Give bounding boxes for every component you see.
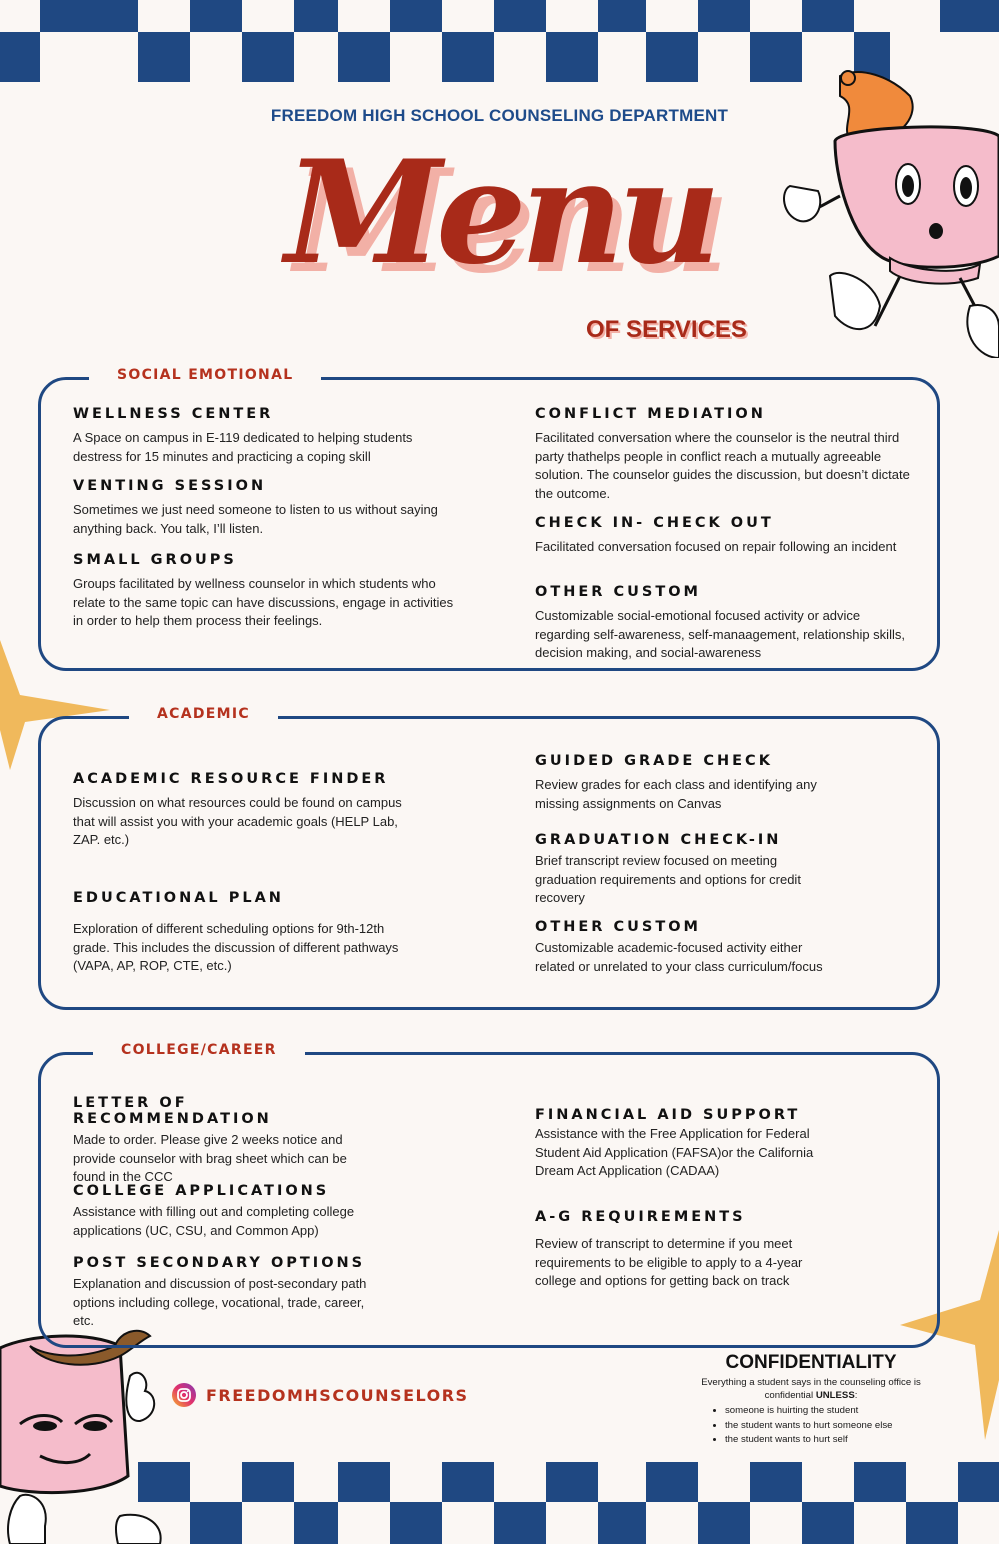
service-title: GUIDED GRADE CHECK (535, 753, 773, 769)
service-description: Discussion on what resources could be found on campus that will assist you with your academic goals (HELP Lab, ZAP. etc.) (73, 795, 402, 848)
service-item (73, 406, 453, 466)
section-label: ACADEMIC (129, 706, 278, 722)
service-description: Assistance with filling out and completing college applications (UC, CSU, and Common App) (73, 1204, 355, 1238)
department-title: FREEDOM HIGH SCHOOL COUNSELING DEPARTMENT (270, 106, 729, 125)
service-item (535, 515, 915, 557)
service-description: Explanation and discussion of post-secondary path options including college, vocational, trade, career, etc. (73, 1276, 367, 1329)
service-description: Customizable social-emotional focused activity or advice regarding self-awareness, self-manaagement, relationship skills, decision making, and social-awareness (535, 608, 905, 661)
service-description: Customizable academic-focused activity either related or unrelated to your class curriculum/focus (535, 940, 823, 974)
service-item (535, 406, 915, 503)
section-academic (38, 706, 940, 1010)
confidentiality-intro: Everything a student says in the counseling office is confidential UNLESS: (701, 1377, 921, 1401)
service-title: OTHER CUSTOM (535, 584, 701, 600)
service-description: Sometimes we just need someone to listen to us without saying anything back. You talk, I’ll listen. (73, 502, 438, 536)
service-title: OTHER CUSTOM (535, 919, 701, 935)
service-title: GRADUATION CHECK-IN (535, 832, 782, 848)
service-item (73, 1255, 373, 1331)
confidentiality-intro-text: Everything a student says in the counseling office is confidential (701, 1377, 921, 1401)
confidentiality-title: CONFIDENTIALITY (725, 1352, 897, 1373)
service-description: Review of transcript to determine if you meet requirements to be eligible to apply to a 4-year college and options for getting back on track (535, 1236, 803, 1289)
section-label: SOCIAL EMOTIONAL (89, 367, 321, 383)
service-title: POST SECONDARY OPTIONS (73, 1255, 366, 1271)
cup-mascot-illustration (0, 1326, 170, 1544)
service-item (73, 552, 463, 631)
instagram-icon (172, 1383, 196, 1407)
service-description: Exploration of different scheduling options for 9th-12th grade. This includes the discussion of different pathways (VAPA, AP, ROP, CTE, etc.) (73, 921, 399, 974)
service-description: A Space on campus in E-119 dedicated to helping students destress for 15 minutes and practicing a coping skill (73, 430, 413, 464)
service-item (535, 753, 845, 813)
service-item (73, 478, 453, 538)
service-title: SMALL GROUPS (73, 552, 237, 568)
service-title: WELLNESS CENTER (73, 406, 274, 422)
service-item (535, 832, 835, 908)
service-description: Made to order. Please give 2 weeks notice and provide counselor with brag sheet which can be found in the CCC (73, 1132, 347, 1185)
service-title: A-G REQUIREMENTS (535, 1209, 746, 1225)
menu-subtitle: OF SERVICES (586, 316, 747, 343)
section-label: COLLEGE/CAREER (93, 1042, 305, 1058)
confidentiality-unless: UNLESS (815, 1390, 855, 1401)
service-description: Facilitated conversation focused on repair following an incident (535, 539, 897, 554)
service-item (535, 584, 915, 663)
service-description: Brief transcript review focused on meeting graduation requirements and options for credit recovery (535, 853, 801, 906)
service-description: Assistance with the Free Application for Federal Student Aid Application (FAFSA)or the California Dream Act Application (CADAA) (535, 1126, 814, 1179)
confidentiality-notice (700, 1352, 922, 1448)
service-title: VENTING SESSION (73, 478, 267, 494)
service-item (73, 1095, 373, 1187)
exception-item: • someone is huirting the student (725, 1404, 922, 1419)
confidentiality-exceptions-list (700, 1404, 922, 1448)
service-description: Facilitated conversation where the counselor is the neutral third party thathelps people in conflict reach a mutually agreeable solution. The counselor guides the discussion, but doesn’t dictate the outcome. (535, 430, 910, 501)
service-description: Review grades for each class and identifying any missing assignments on Canvas (535, 777, 817, 811)
instagram-handle-text: FREEDOMHSCOUNSELORS (206, 1385, 469, 1405)
service-title: ACADEMIC RESOURCE FINDER (73, 771, 389, 787)
exception-item: • the student wants to hurt someone else (725, 1419, 922, 1434)
service-description: Groups facilitated by wellness counselor in which students who relate to the same topic can have discussions, engage in activities in order to help them process their feelings. (73, 576, 454, 629)
bowl-mascot-illustration (780, 66, 999, 358)
service-item (535, 1209, 835, 1291)
service-title: LETTER OF RECOMMENDATION (73, 1095, 272, 1127)
service-title: CHECK IN- CHECK OUT (535, 515, 774, 531)
service-title: CONFLICT MEDIATION (535, 406, 766, 422)
service-title: FINANCIAL AID SUPPORT (535, 1107, 801, 1123)
instagram-handle[interactable] (172, 1383, 469, 1407)
service-item (535, 1107, 835, 1181)
service-title: EDUCATIONAL PLAN (73, 890, 284, 906)
service-item (535, 919, 835, 976)
service-item (73, 771, 403, 850)
exception-item: • the student wants to hurt self (725, 1433, 922, 1448)
service-item (73, 890, 418, 976)
service-title: COLLEGE APPLICATIONS (73, 1183, 330, 1199)
service-item (73, 1183, 383, 1240)
section-social-emotional (38, 367, 940, 671)
section-college-career (38, 1042, 940, 1348)
menu-script-title: Menu (284, 130, 715, 296)
